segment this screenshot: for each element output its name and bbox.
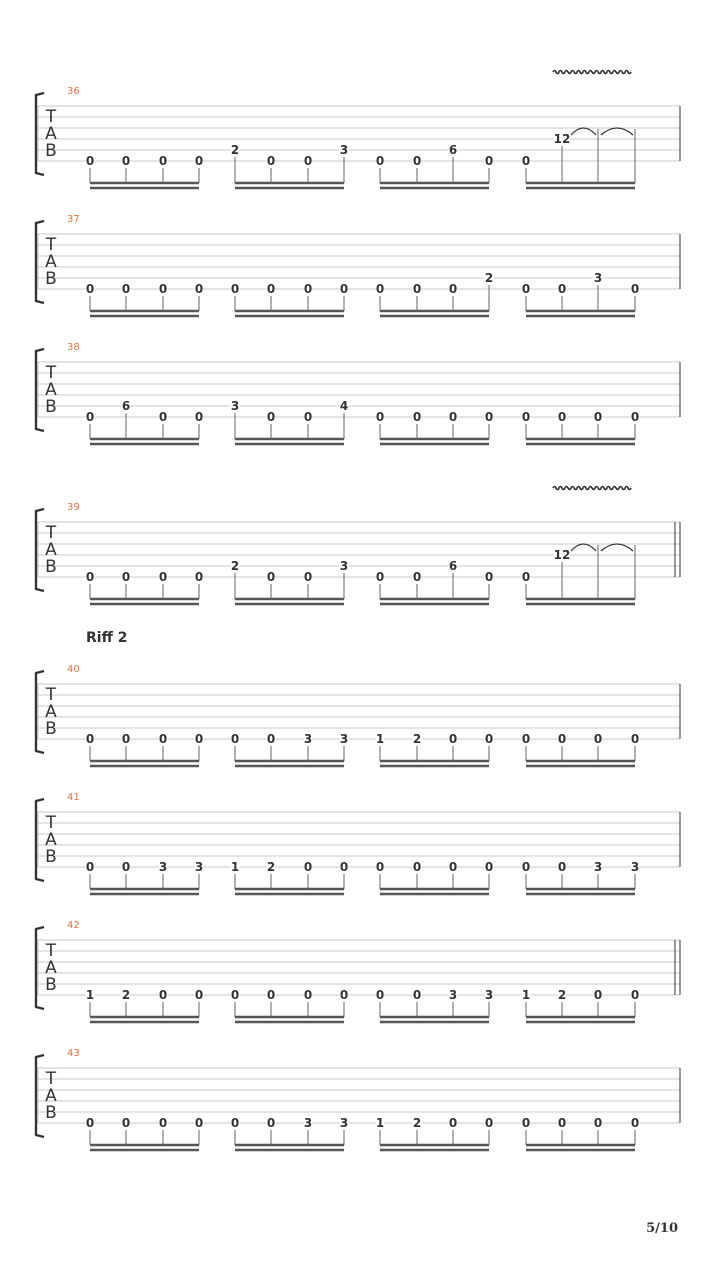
fret-number: 0 xyxy=(630,988,640,1002)
fret-number: 0 xyxy=(593,988,603,1002)
fret-number: 0 xyxy=(484,860,494,874)
fret-number: 0 xyxy=(593,1116,603,1130)
measure-number: 36 xyxy=(67,86,80,97)
fret-number: 1 xyxy=(85,988,95,1002)
fret-number: 0 xyxy=(194,1116,204,1130)
fret-number: 2 xyxy=(412,732,422,746)
fret-number: 0 xyxy=(412,410,422,424)
fret-number: 0 xyxy=(303,410,313,424)
tab-clef-letter: T xyxy=(45,1069,57,1089)
fret-number: 0 xyxy=(85,282,95,296)
fret-number: 0 xyxy=(375,410,385,424)
fret-number: 0 xyxy=(303,570,313,584)
tab-clef-letter: T xyxy=(45,813,57,833)
fret-number: 0 xyxy=(339,860,349,874)
fret-number: 0 xyxy=(448,860,458,874)
fret-number: 0 xyxy=(303,860,313,874)
fret-number: 1 xyxy=(230,860,240,874)
fret-number: 0 xyxy=(121,860,131,874)
fret-number: 0 xyxy=(412,282,422,296)
fret-number: 1 xyxy=(521,988,531,1002)
fret-number: 0 xyxy=(375,860,385,874)
fret-number: 0 xyxy=(412,860,422,874)
system-bracket xyxy=(36,221,44,303)
fret-number: 4 xyxy=(339,399,349,413)
tab-clef-letter: T xyxy=(45,523,57,543)
tab-clef-letter: A xyxy=(45,380,57,400)
fret-number: 0 xyxy=(266,732,276,746)
fret-number: 3 xyxy=(339,143,349,157)
fret-number: 0 xyxy=(557,282,567,296)
fret-number: 0 xyxy=(85,410,95,424)
fret-number: 0 xyxy=(158,154,168,168)
system-bracket xyxy=(36,349,44,431)
vibrato-mark xyxy=(553,71,631,74)
fret-number: 0 xyxy=(557,732,567,746)
fret-number: 0 xyxy=(194,570,204,584)
fret-number: 0 xyxy=(121,732,131,746)
fret-number: 0 xyxy=(121,570,131,584)
fret-number: 0 xyxy=(375,988,385,1002)
fret-number: 3 xyxy=(339,1116,349,1130)
fret-number: 2 xyxy=(230,143,240,157)
fret-number: 0 xyxy=(521,154,531,168)
fret-number: 0 xyxy=(484,570,494,584)
tie-arc xyxy=(571,544,596,551)
fret-number: 0 xyxy=(557,860,567,874)
fret-number: 0 xyxy=(412,988,422,1002)
tab-clef-letter: A xyxy=(45,540,57,560)
section-label: Riff 2 xyxy=(86,630,128,646)
fret-number: 0 xyxy=(557,410,567,424)
fret-number: 0 xyxy=(85,732,95,746)
tab-clef-letter: T xyxy=(45,107,57,127)
measure-number: 42 xyxy=(67,920,80,931)
fret-number: 0 xyxy=(303,282,313,296)
system-bracket xyxy=(36,509,44,591)
fret-number: 1 xyxy=(375,732,385,746)
fret-number: 0 xyxy=(484,410,494,424)
tie-arc xyxy=(571,128,596,135)
fret-number: 0 xyxy=(375,154,385,168)
fret-number: 3 xyxy=(230,399,240,413)
fret-number: 12 xyxy=(553,132,571,146)
fret-number: 0 xyxy=(593,410,603,424)
tab-clef-letter: B xyxy=(45,269,57,289)
fret-number: 2 xyxy=(121,988,131,1002)
fret-number: 0 xyxy=(303,988,313,1002)
measure-number: 37 xyxy=(67,214,80,225)
tab-clef-letter: B xyxy=(45,141,57,161)
tab-clef-letter: A xyxy=(45,252,57,272)
fret-number: 0 xyxy=(85,860,95,874)
fret-number: 0 xyxy=(521,860,531,874)
tab-clef-letter: A xyxy=(45,958,57,978)
page-number: 5/10 xyxy=(646,1221,678,1236)
fret-number: 0 xyxy=(121,154,131,168)
fret-number: 3 xyxy=(593,860,603,874)
fret-number: 0 xyxy=(85,570,95,584)
measure-number: 40 xyxy=(67,664,80,675)
system-bracket xyxy=(36,799,44,881)
fret-number: 3 xyxy=(194,860,204,874)
tab-clef-letter: A xyxy=(45,1086,57,1106)
measure-number: 41 xyxy=(67,792,80,803)
tab-clef-letter: B xyxy=(45,975,57,995)
fret-number: 0 xyxy=(593,732,603,746)
fret-number: 0 xyxy=(521,410,531,424)
fret-number: 3 xyxy=(484,988,494,1002)
system-bracket xyxy=(36,927,44,1009)
fret-number: 0 xyxy=(375,570,385,584)
tab-clef-letter: B xyxy=(45,847,57,867)
measure-number: 43 xyxy=(67,1048,80,1059)
fret-number: 1 xyxy=(375,1116,385,1130)
fret-number: 6 xyxy=(121,399,131,413)
fret-number: 3 xyxy=(448,988,458,1002)
fret-number: 0 xyxy=(484,1116,494,1130)
fret-number: 0 xyxy=(521,732,531,746)
fret-number: 0 xyxy=(630,732,640,746)
fret-number: 0 xyxy=(230,988,240,1002)
fret-number: 0 xyxy=(266,282,276,296)
fret-number: 0 xyxy=(121,282,131,296)
tab-clef-letter: A xyxy=(45,124,57,144)
fret-number: 0 xyxy=(158,988,168,1002)
fret-number: 0 xyxy=(375,282,385,296)
fret-number: 0 xyxy=(158,1116,168,1130)
fret-number: 0 xyxy=(521,570,531,584)
tie-arc xyxy=(601,128,633,135)
fret-number: 6 xyxy=(448,143,458,157)
fret-number: 2 xyxy=(230,559,240,573)
tab-clef-letter: B xyxy=(45,397,57,417)
fret-number: 0 xyxy=(630,282,640,296)
tab-clef-letter: B xyxy=(45,719,57,739)
fret-number: 2 xyxy=(412,1116,422,1130)
tab-clef-letter: T xyxy=(45,235,57,255)
tab-clef-letter: T xyxy=(45,363,57,383)
fret-number: 0 xyxy=(230,732,240,746)
fret-number: 0 xyxy=(448,282,458,296)
fret-number: 3 xyxy=(339,559,349,573)
fret-number: 0 xyxy=(448,1116,458,1130)
fret-number: 3 xyxy=(158,860,168,874)
fret-number: 0 xyxy=(85,1116,95,1130)
fret-number: 0 xyxy=(521,1116,531,1130)
fret-number: 0 xyxy=(158,410,168,424)
fret-number: 3 xyxy=(339,732,349,746)
fret-number: 3 xyxy=(303,732,313,746)
fret-number: 0 xyxy=(339,988,349,1002)
tab-clef-letter: B xyxy=(45,1103,57,1123)
fret-number: 6 xyxy=(448,559,458,573)
system-bracket xyxy=(36,671,44,753)
fret-number: 0 xyxy=(521,282,531,296)
fret-number: 3 xyxy=(303,1116,313,1130)
fret-number: 0 xyxy=(158,732,168,746)
fret-number: 0 xyxy=(230,1116,240,1130)
tie-arc xyxy=(601,544,633,551)
fret-number: 0 xyxy=(339,282,349,296)
fret-number: 0 xyxy=(194,732,204,746)
fret-number: 3 xyxy=(630,860,640,874)
fret-number: 0 xyxy=(630,410,640,424)
fret-number: 12 xyxy=(553,548,571,562)
fret-number: 0 xyxy=(194,410,204,424)
fret-number: 0 xyxy=(266,410,276,424)
tab-clef-letter: B xyxy=(45,557,57,577)
fret-number: 2 xyxy=(484,271,494,285)
fret-number: 0 xyxy=(85,154,95,168)
fret-number: 0 xyxy=(303,154,313,168)
tab-clef-letter: T xyxy=(45,941,57,961)
fret-number: 2 xyxy=(557,988,567,1002)
vibrato-mark xyxy=(553,487,631,490)
fret-number: 0 xyxy=(412,570,422,584)
fret-number: 0 xyxy=(266,154,276,168)
measure-number: 38 xyxy=(67,342,80,353)
fret-number: 0 xyxy=(630,1116,640,1130)
fret-number: 0 xyxy=(412,154,422,168)
fret-number: 2 xyxy=(266,860,276,874)
fret-number: 0 xyxy=(266,988,276,1002)
fret-number: 0 xyxy=(266,1116,276,1130)
fret-number: 0 xyxy=(158,282,168,296)
fret-number: 0 xyxy=(194,988,204,1002)
fret-number: 0 xyxy=(194,282,204,296)
system-bracket xyxy=(36,93,44,175)
fret-number: 0 xyxy=(557,1116,567,1130)
system-bracket xyxy=(36,1055,44,1137)
fret-number: 0 xyxy=(230,282,240,296)
tab-clef-letter: T xyxy=(45,685,57,705)
fret-number: 0 xyxy=(121,1116,131,1130)
fret-number: 0 xyxy=(266,570,276,584)
tab-clef-letter: A xyxy=(45,830,57,850)
measure-number: 39 xyxy=(67,502,80,513)
fret-number: 0 xyxy=(194,154,204,168)
fret-number: 3 xyxy=(593,271,603,285)
fret-number: 0 xyxy=(484,732,494,746)
tab-clef-letter: A xyxy=(45,702,57,722)
fret-number: 0 xyxy=(158,570,168,584)
fret-number: 0 xyxy=(448,410,458,424)
fret-number: 0 xyxy=(484,154,494,168)
fret-number: 0 xyxy=(448,732,458,746)
